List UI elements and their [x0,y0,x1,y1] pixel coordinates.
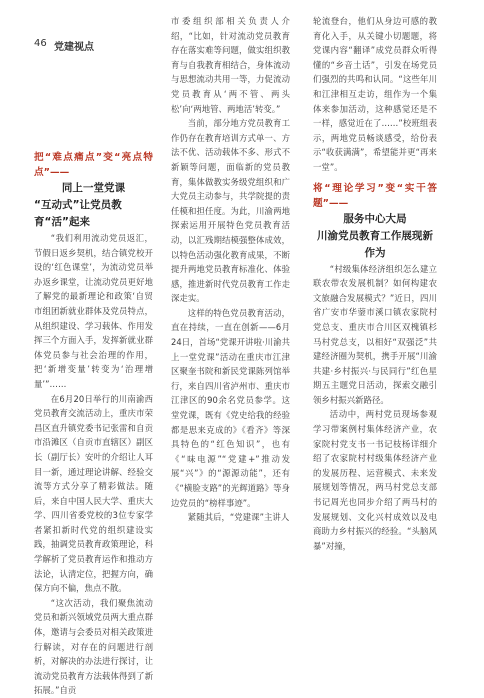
section-title: 党建视点 [54,42,94,53]
paragraph: 市委组织部相关负责人介绍，“比如，针对流动党员教育存在落实难等问题，做实组织教育与自我教育相结合，身体流动与思想流动共用一等，力促流动党员教育从‘两不管、两头松’向‘两地管、两地活’转变。” [171,16,290,114]
article-column-3 [313,14,437,640]
paragraph: 这样的特色党员教育活动，直在持续，一直在创新——6月24日，首场“党课开讲啦·川渝共上一堂党课”活动在重庆市江津区聚奎书院和新民党课陈列馆举行，来自四川省泸州市、重庆市江津区的90余名党员参学。这堂党课，既有《党史给我的经验都是思来克成的》《看齐》等深具特色的“红色知识”，也有《“味电源”“党建+”推动发展“兴”》的“源源动能”，还有《“横脸支路”的光辉道路》等身边党员的“榜样事迹”。 [171,307,290,508]
paragraph: “我们利用流动党员返汇，节假日返乡契机，结合镇党校开设的‘红色课堂’，为流动党员举办返乡课堂，让流动党员更好地了解党的最新理论和政策‘自贸市组团新就业群体及党员特点，从组织建设、学习载体、作用发挥三个方面入手，发挥新就业群体党员参与社会治理的作用，把‘新增变量’转变为‘治理增量’”…… [34,233,153,389]
paragraph: “这次活动，我们聚焦流动党员和新兴领域党员两大重点群体，邀请与会委员对相关政策进行解读，对存在的问题进行剖析，对解决的办法进行探讨，让流动党员教育方法载体得到了新拓展。”自贡 [34,597,153,696]
subsection-subtitle: “互动式”让党员教育“活”起来 [34,199,122,228]
paragraph: 当前，部分地方党员教育工作仍存在教育培训方式单一、方法不优、活动载体不多、形式不新颖等问题，面临新的党员教育，集体做教实务级党组织和广大党员主动参与，共学院提的责任模和担任度。为此，川渝两地探索运用开展特色党员教育活动，以汇残期结模强整体成效，以特色活动强化教育成果，不断提升两地党员教育标准化、体验感，推进新时代党员教育工作走深走实。 [171,118,290,304]
subsection-kicker: 将“理论学习”变“实干答题”—— [313,182,437,209]
paragraph: 紧随其后，“党建课”主讲人 [187,512,290,523]
subsection-title: 服务中心大局 [343,212,407,225]
page-number: 46 [34,38,47,49]
article-column-1 [34,150,153,696]
subsection-title: 同上一堂党课 [61,182,126,194]
paragraph: 轮流登台，他们从身边可感的教育化入手，从关键小切题题，将党课内容“翻译”成党员群众听得懂的“乡音土话”，引发在场党员们强烈的共鸣和认同。“这些年川和江津相互走访，组作为一个集体来参加活动，这种感觉还是不一样，感觉近在了……”校班组表示，两地党员畅谈感受，给份表示“收获满满”，希望能并更“再来一堂”。 [313,16,437,172]
paragraph: “村级集体经济组织怎么建立联农带农发展机制？如何构建农文旅融合发展模式？”近日，四川省广安市华蓥市溪口镇农家院村党总支、重庆市合川区双槐镇杉马村党总支，以相好“双强泛”共建经济圈为契机，携手开展“川渝共建·乡村振兴·与民同行”红色星期五主题党日活动，探索交融引领乡村振兴新路径。 [313,263,437,405]
paragraph: 活动中，两村党员现场参观学习带案例村集体经济产业，农家院村党支书一书记枝杨详细介绍了农家院村村级集体经济产业的发展历程、运营模式、未来发展规划等情况，两马村党总支部书记周光也同步介绍了两马村的发展规划、文化兴村成效以及电商助力乡村振兴的经验。“头脑风暴”对撞， [313,409,437,551]
paragraph: 在6月20日举行的川南渝西党员教育交流活动上，重庆市荣昌区直升镇党委书记张雷和自贡市沿滩区（自贡市直辖区）副区长（副厅长）安叶的介绍让人耳目一新，通过理论讲解、经验交流等方式分享了精彩做法。随后，来自中国人民大学、重庆大学、四川省委党校的3位专家学者紧扣新时代党的组织建设实践，抽调党员教育政策理论，科学解析了党员教育运作和推动方法论，认清定位，把握方向，确保方向不偏，焦点不散。 [34,393,153,594]
subsection-kicker: 把“难点痛点”变“亮点特点”—— [34,152,153,178]
article-column-2 [171,14,290,640]
subsection-subtitle: 川渝党员教育工作展现新作为 [316,229,434,259]
